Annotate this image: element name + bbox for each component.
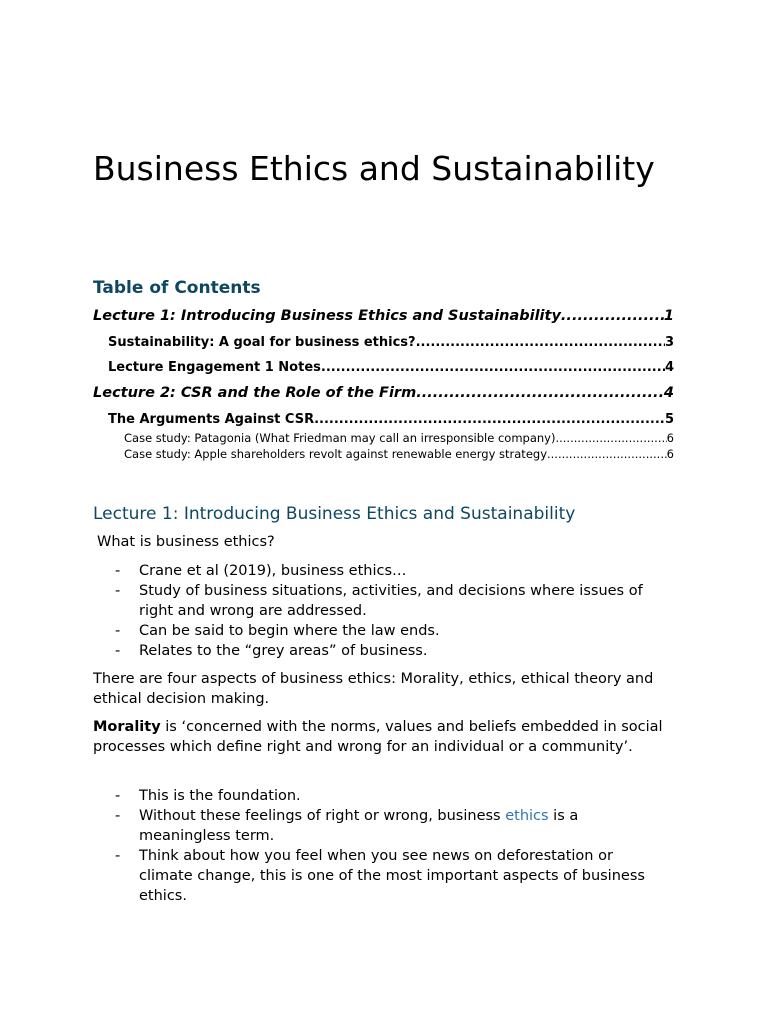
document-title: Business Ethics and Sustainability xyxy=(93,149,655,188)
morality-paragraph xyxy=(93,717,668,757)
toc-leader-dots xyxy=(416,385,664,401)
toc-entry-engagement-notes[interactable] xyxy=(108,360,674,375)
toc-entry-lecture-2[interactable] xyxy=(93,385,674,401)
toc-entry-sustainability[interactable] xyxy=(108,335,674,350)
toc-leader-dots xyxy=(561,308,664,324)
toc-page-number: 5 xyxy=(664,412,674,427)
question-text: What is business ethics? xyxy=(97,534,275,550)
bullet-dash: - xyxy=(115,563,121,579)
toc-entry-apple[interactable] xyxy=(124,447,674,461)
list-item: - This is the foundation. xyxy=(115,788,301,804)
list-item: - Think about how you feel when you see news on deforestation or climate change, this is one of the most important aspects of business ethics. xyxy=(115,848,645,904)
toc-leader-dots xyxy=(547,447,667,461)
list-item: - Crane et al (2019), business ethics… xyxy=(115,563,407,579)
bullet-dash: - xyxy=(115,808,121,824)
bullet-dash: - xyxy=(115,643,121,659)
list-item: - Relates to the “grey areas” of business. xyxy=(115,643,428,659)
toc-leader-dots xyxy=(314,412,665,427)
toc-entry-text: Lecture 1: Introducing Business Ethics and Sustainability xyxy=(93,308,561,324)
toc-leader-dots xyxy=(321,360,665,375)
bullet-dash: - xyxy=(115,848,121,864)
toc-page-number: 4 xyxy=(663,385,674,401)
list-item: - Study of business situations, activities, and decisions where issues of right and wrong are addressed. xyxy=(115,583,643,619)
toc-entry-text: Case study: Apple shareholders revolt against renewable energy strategy xyxy=(124,447,547,461)
bullet-dash: - xyxy=(115,583,121,599)
toc-entry-text: Sustainability: A goal for business ethics? xyxy=(108,335,416,350)
toc-page-number: 1 xyxy=(663,308,674,324)
toc-leader-dots xyxy=(555,431,666,445)
list-item: - Can be said to begin where the law ends. xyxy=(115,623,440,639)
toc-entry-text: Lecture Engagement 1 Notes xyxy=(108,360,321,375)
morality-bullet-list xyxy=(93,786,668,906)
ethics-link[interactable]: ethics xyxy=(505,808,549,824)
toc-page-number: 6 xyxy=(666,431,674,445)
morality-definition: is ‘concerned with the norms, values and beliefs embedded in social processes which define right and wrong for an individual or a community’. xyxy=(93,719,663,755)
definition-bullet-list xyxy=(93,561,668,661)
toc-entry-text: The Arguments Against CSR xyxy=(108,412,315,427)
bullet-dash: - xyxy=(115,623,121,639)
toc-entry-lecture-1[interactable] xyxy=(93,308,674,324)
section-heading-lecture-1: Lecture 1: Introducing Business Ethics and Sustainability xyxy=(93,504,576,524)
list-item: - Without these feelings of right or wrong, business ethics is a meaningless term. xyxy=(115,808,579,844)
toc-entry-arguments-against-csr[interactable] xyxy=(108,412,674,427)
morality-term: Morality xyxy=(93,719,161,735)
aspects-paragraph: There are four aspects of business ethics: Morality, ethics, ethical theory and ethical decision making. xyxy=(93,671,654,707)
toc-entry-text: Case study: Patagonia (What Friedman may call an irresponsible company) xyxy=(124,431,556,445)
toc-entry-patagonia[interactable] xyxy=(124,431,674,445)
toc-leader-dots xyxy=(416,335,665,350)
bullet-dash: - xyxy=(115,788,121,804)
toc-entry-text: Lecture 2: CSR and the Role of the Firm xyxy=(93,385,417,401)
toc-page-number: 4 xyxy=(664,360,674,375)
toc-heading: Table of Contents xyxy=(93,278,261,298)
toc-page-number: 6 xyxy=(666,447,674,461)
toc-page-number: 3 xyxy=(664,335,674,350)
